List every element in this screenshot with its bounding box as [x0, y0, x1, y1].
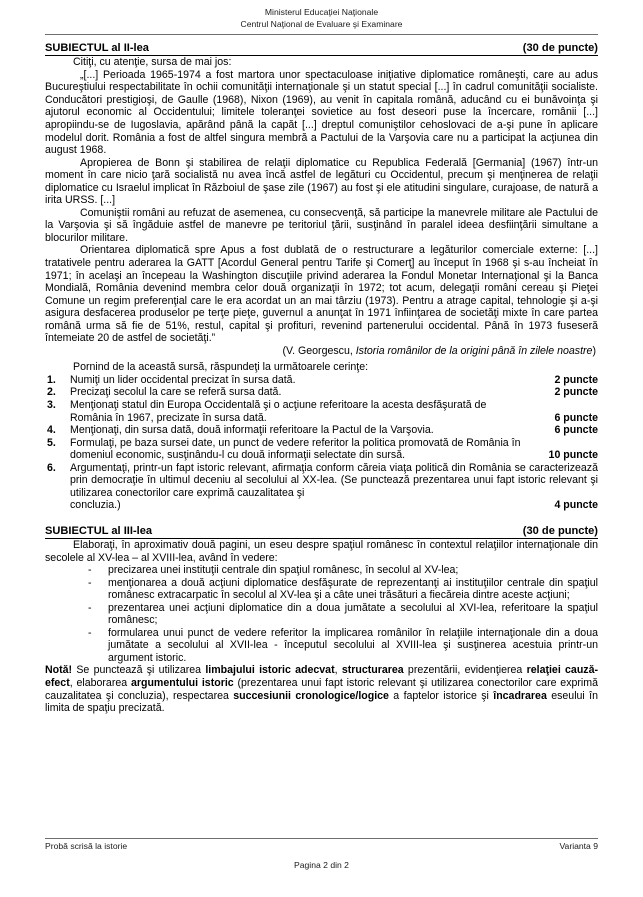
note-seg-5: (prezentarea unui fapt istoric relevant şi utilizarea conectorilor care exprimă cauzalitatea şi concluzia), respectarea	[45, 676, 598, 702]
footer-page-number: Pagina 2 din 2	[294, 860, 349, 870]
note-bold-1: limbajului istoric adecvat	[205, 664, 335, 677]
footer-variant-label: Varianta 9	[559, 841, 598, 851]
question-text: Argumentaţi, printr-un fapt istoric relevant, afirmaţia conform căreia viaţa politică din România se caracterizează prin democraţie în ultimul deceniu al secolului al XX-lea. (Se punctează prezentarea unui fapt istoric relevant şi utilizarea conectorilor care exprimă cauzalitatea şi	[70, 461, 598, 499]
question-points: 2 puncte	[554, 373, 598, 386]
question-text: Menţionaţi statul din Europa Occidentală şi o acţiune referitoare la acesta desfăşurată de	[70, 399, 487, 411]
question-number: 1.	[47, 373, 56, 386]
essay-bullet-3	[45, 602, 598, 627]
source-paragraph-4: Orientarea diplomatică spre Apus a fost dublată de o restructurare a legăturilor comerciale externe: [...] tratativele pentru aderarea la GATT [Acordul General pentru Tarife şi Comerţ] au început în 1968 şi s-au încheiat în 1971; în acelaşi an începeau la Washington discuţiile privind aderarea la Fondul Monetar Internaţional şi la Banca Mondială, România devenind membra celor două organizaţii în 1972; tot acum, delegaţii români cereau şi Pieţei Comune un regim preferenţial care le era acordat un an mai târziu (1973). Pentru a atrage capital, tehnologie şi a-şi asigura desfacerea produselor pe terţe pieţe, guvernul a anunţat în 1971 înfiinţarea de societăţi mixte în care partea română urma să fie de 51%, restul, capital şi profituri, revenind partenerului occidental. Până în 1973 fuseseră întemeiate 20 de astfel de societăţi.”	[45, 244, 598, 345]
question-number: 4.	[47, 424, 56, 437]
dash-icon: -	[88, 626, 92, 639]
question-line	[70, 424, 598, 437]
source-paragraph-2: Apropierea de Bonn şi stabilirea de relaţii diplomatice cu Republica Federală [Germania] (1967) într-un moment în care nicio ţară socialistă nu avea încă astfel de legături cu Occidentul, precum şi menţinerea de relaţii diplomatice cu Israelul implicat în Războiul de şase zile (1967) au fost şi ele atitudini singulare, curajoase, de natură a irita URSS. [...]	[45, 156, 598, 207]
source-paragraph-1: „[...] Perioada 1965-1974 a fost martora unor spectaculoase iniţiative diplomatice româneşti, care au adus Bucureştiului respectabilitate în ochii comunităţii internaţionale şi un statut special [...] în cadrul comunităţii socialiste. Conducători prestigioşi, de Gaulle (1968), Nixon (1969), au venit în capitala română, aducând cu ei bunăvoinţa şi ajutorul economic al Occidentului; limitele toleranţei sovietice au fost deseori puse la încercare, românii [...] apropiindu-se de Iugoslavia, apărând până la capăt [...] dreptul comuniştilor cehoslovaci de a-şi pune în aplicare modelul dorit. România a fost de altfel singura membră a Pactului de la Varşovia care nu a participat la acţiunea din august 1968.	[45, 68, 598, 157]
subject-3-title: SUBIECTUL al III-lea	[45, 524, 153, 537]
note-seg-6: a faptelor istorice şi	[388, 689, 494, 702]
source-paragraph-3: Comuniştii români au refuzat de asemenea, cu consecvenţă, să participe la manevrele militare ale Pactului de la Varşovia şi să îngăduie astfel de manevre pe teritoriul ţării, susţinând în paralel ideea desfiinţării simultane a blocurilor militare.	[45, 206, 598, 244]
subject-2-title: SUBIECTUL al II-lea	[45, 42, 149, 55]
note-paragraph	[45, 664, 598, 714]
note-seg-1: Se punctează şi utilizarea	[72, 664, 206, 677]
question-text-continued: România în 1967, precizate în sursa dată.	[70, 411, 267, 424]
question-number: 2.	[47, 386, 56, 399]
ministry-line: Ministerul Educaţiei Naţionale	[264, 7, 379, 17]
footer-meta	[45, 839, 598, 851]
question-points: 10 puncte	[548, 449, 598, 462]
spacer	[45, 512, 598, 518]
subject-2-heading	[45, 42, 598, 56]
requirements-lead: Pornind de la această sursă, răspundeţi la următoarele cerinţe:	[73, 361, 369, 374]
question-text-continued: domeniul economic, susţinându-l cu două informaţii selectate din sursă.	[70, 449, 406, 462]
note-bold-6: încadrarea	[493, 689, 547, 702]
subject-3-heading	[45, 525, 598, 539]
question-item-3	[45, 399, 598, 424]
essay-bullet-4	[45, 627, 598, 665]
question-line	[70, 449, 598, 462]
note-seg-7: eseului în limita de spaţiu precizată.	[45, 689, 598, 715]
question-item-5	[45, 437, 598, 462]
attribution-close: )	[592, 344, 596, 357]
essay-bullet-text: precizarea unei instituţii centrale din spaţiul românesc, în secolul al XV-lea;	[108, 564, 459, 577]
note-label: Notă!	[45, 664, 73, 677]
center-line: Centrul Naţional de Evaluare şi Examinare	[240, 18, 403, 29]
question-list	[45, 374, 598, 512]
dash-icon: -	[88, 564, 92, 577]
document-footer	[0, 838, 643, 870]
document-header	[0, 0, 643, 30]
question-number: 3.	[47, 399, 56, 411]
essay-bullet-text: formularea unui punct de vedere referitor la implicarea românilor în relaţiile internaţionale din a doua jumătate a secolului al XVII-lea - începutul secolului al XVIII-lea şi susţinerea acestuia printr-un argument istoric.	[108, 626, 598, 664]
subject-3-points: (30 de puncte)	[522, 524, 598, 537]
attribution-work-title: Istoria românilor de la origini până în zilele noastre	[355, 344, 593, 357]
question-number: 6.	[47, 461, 56, 474]
note-seg-3: prezentării, evidenţierea	[403, 664, 527, 677]
question-text: Formulaţi, pe baza sursei date, un punct de vedere referitor la politica promovată de România în	[70, 436, 521, 449]
question-text: Menţionaţi, din sursa dată, două informaţii referitoare la Pactul de la Varşovia.	[70, 424, 434, 437]
essay-bullet-text: prezentarea unei acţiuni diplomatice din a doua jumătate a secolului al XVI-lea, referitoare la spaţiul românesc;	[108, 601, 598, 627]
footer-exam-label: Probă scrisă la istorie	[45, 841, 128, 851]
question-item-1	[45, 374, 598, 387]
note-bold-3: relaţiei cauză-efect	[45, 664, 599, 689]
question-points: 6 puncte	[554, 411, 598, 424]
question-line	[70, 374, 598, 387]
note-seg-4: , elaborarea	[69, 676, 131, 689]
question-item-2	[45, 386, 598, 399]
header-divider	[45, 34, 598, 35]
question-text-continued: concluzia.)	[70, 499, 121, 512]
essay-bullet-text: menţionarea a două acţiuni diplomatice desfăşurate de reprezentanţi ai instituţiilor centrale din spaţiul românesc extracarpatic în secolul al XV-lea şi a câte unei trăsături a fiecăreia dintre aceste acţiuni;	[108, 576, 598, 602]
question-line	[70, 499, 598, 512]
note-bold-2: structurarea	[341, 664, 404, 677]
subject-3-intro: Elaboraţi, în aproximativ două pagini, un eseu despre spaţiul românesc în contextul relaţiilor internaţionale din secolele al XV-lea – al XVIII-lea, având în vedere:	[45, 538, 598, 564]
question-line	[70, 412, 598, 425]
note-seg-2: ,	[334, 664, 342, 677]
source-attribution	[45, 345, 598, 358]
question-item-4	[45, 424, 598, 437]
essay-requirements-list	[45, 564, 598, 664]
dash-icon: -	[88, 601, 92, 614]
question-text: Numiţi un lider occidental precizat în sursa dată.	[70, 373, 296, 386]
question-text: Precizaţi secolul la care se referă sursa dată.	[70, 386, 282, 399]
question-line	[70, 386, 598, 399]
note-bold-4: argumentului istoric	[130, 676, 234, 689]
subject-2-instruction: Citiţi, cu atenţie, sursa de mai jos:	[73, 56, 232, 69]
question-number: 5.	[47, 436, 56, 449]
note-bold-5: succesiunii cronologice/logice	[233, 689, 389, 702]
essay-bullet-2	[45, 577, 598, 602]
essay-bullet-1	[45, 564, 598, 577]
document-content	[45, 42, 598, 714]
question-item-6	[45, 462, 598, 512]
dash-icon: -	[88, 576, 92, 589]
question-points: 6 puncte	[554, 424, 598, 437]
subject-2-points: (30 de puncte)	[522, 42, 598, 55]
attribution-author: (V. Georgescu,	[282, 344, 356, 357]
question-points: 4 puncte	[554, 499, 598, 512]
question-points: 2 puncte	[554, 386, 598, 399]
